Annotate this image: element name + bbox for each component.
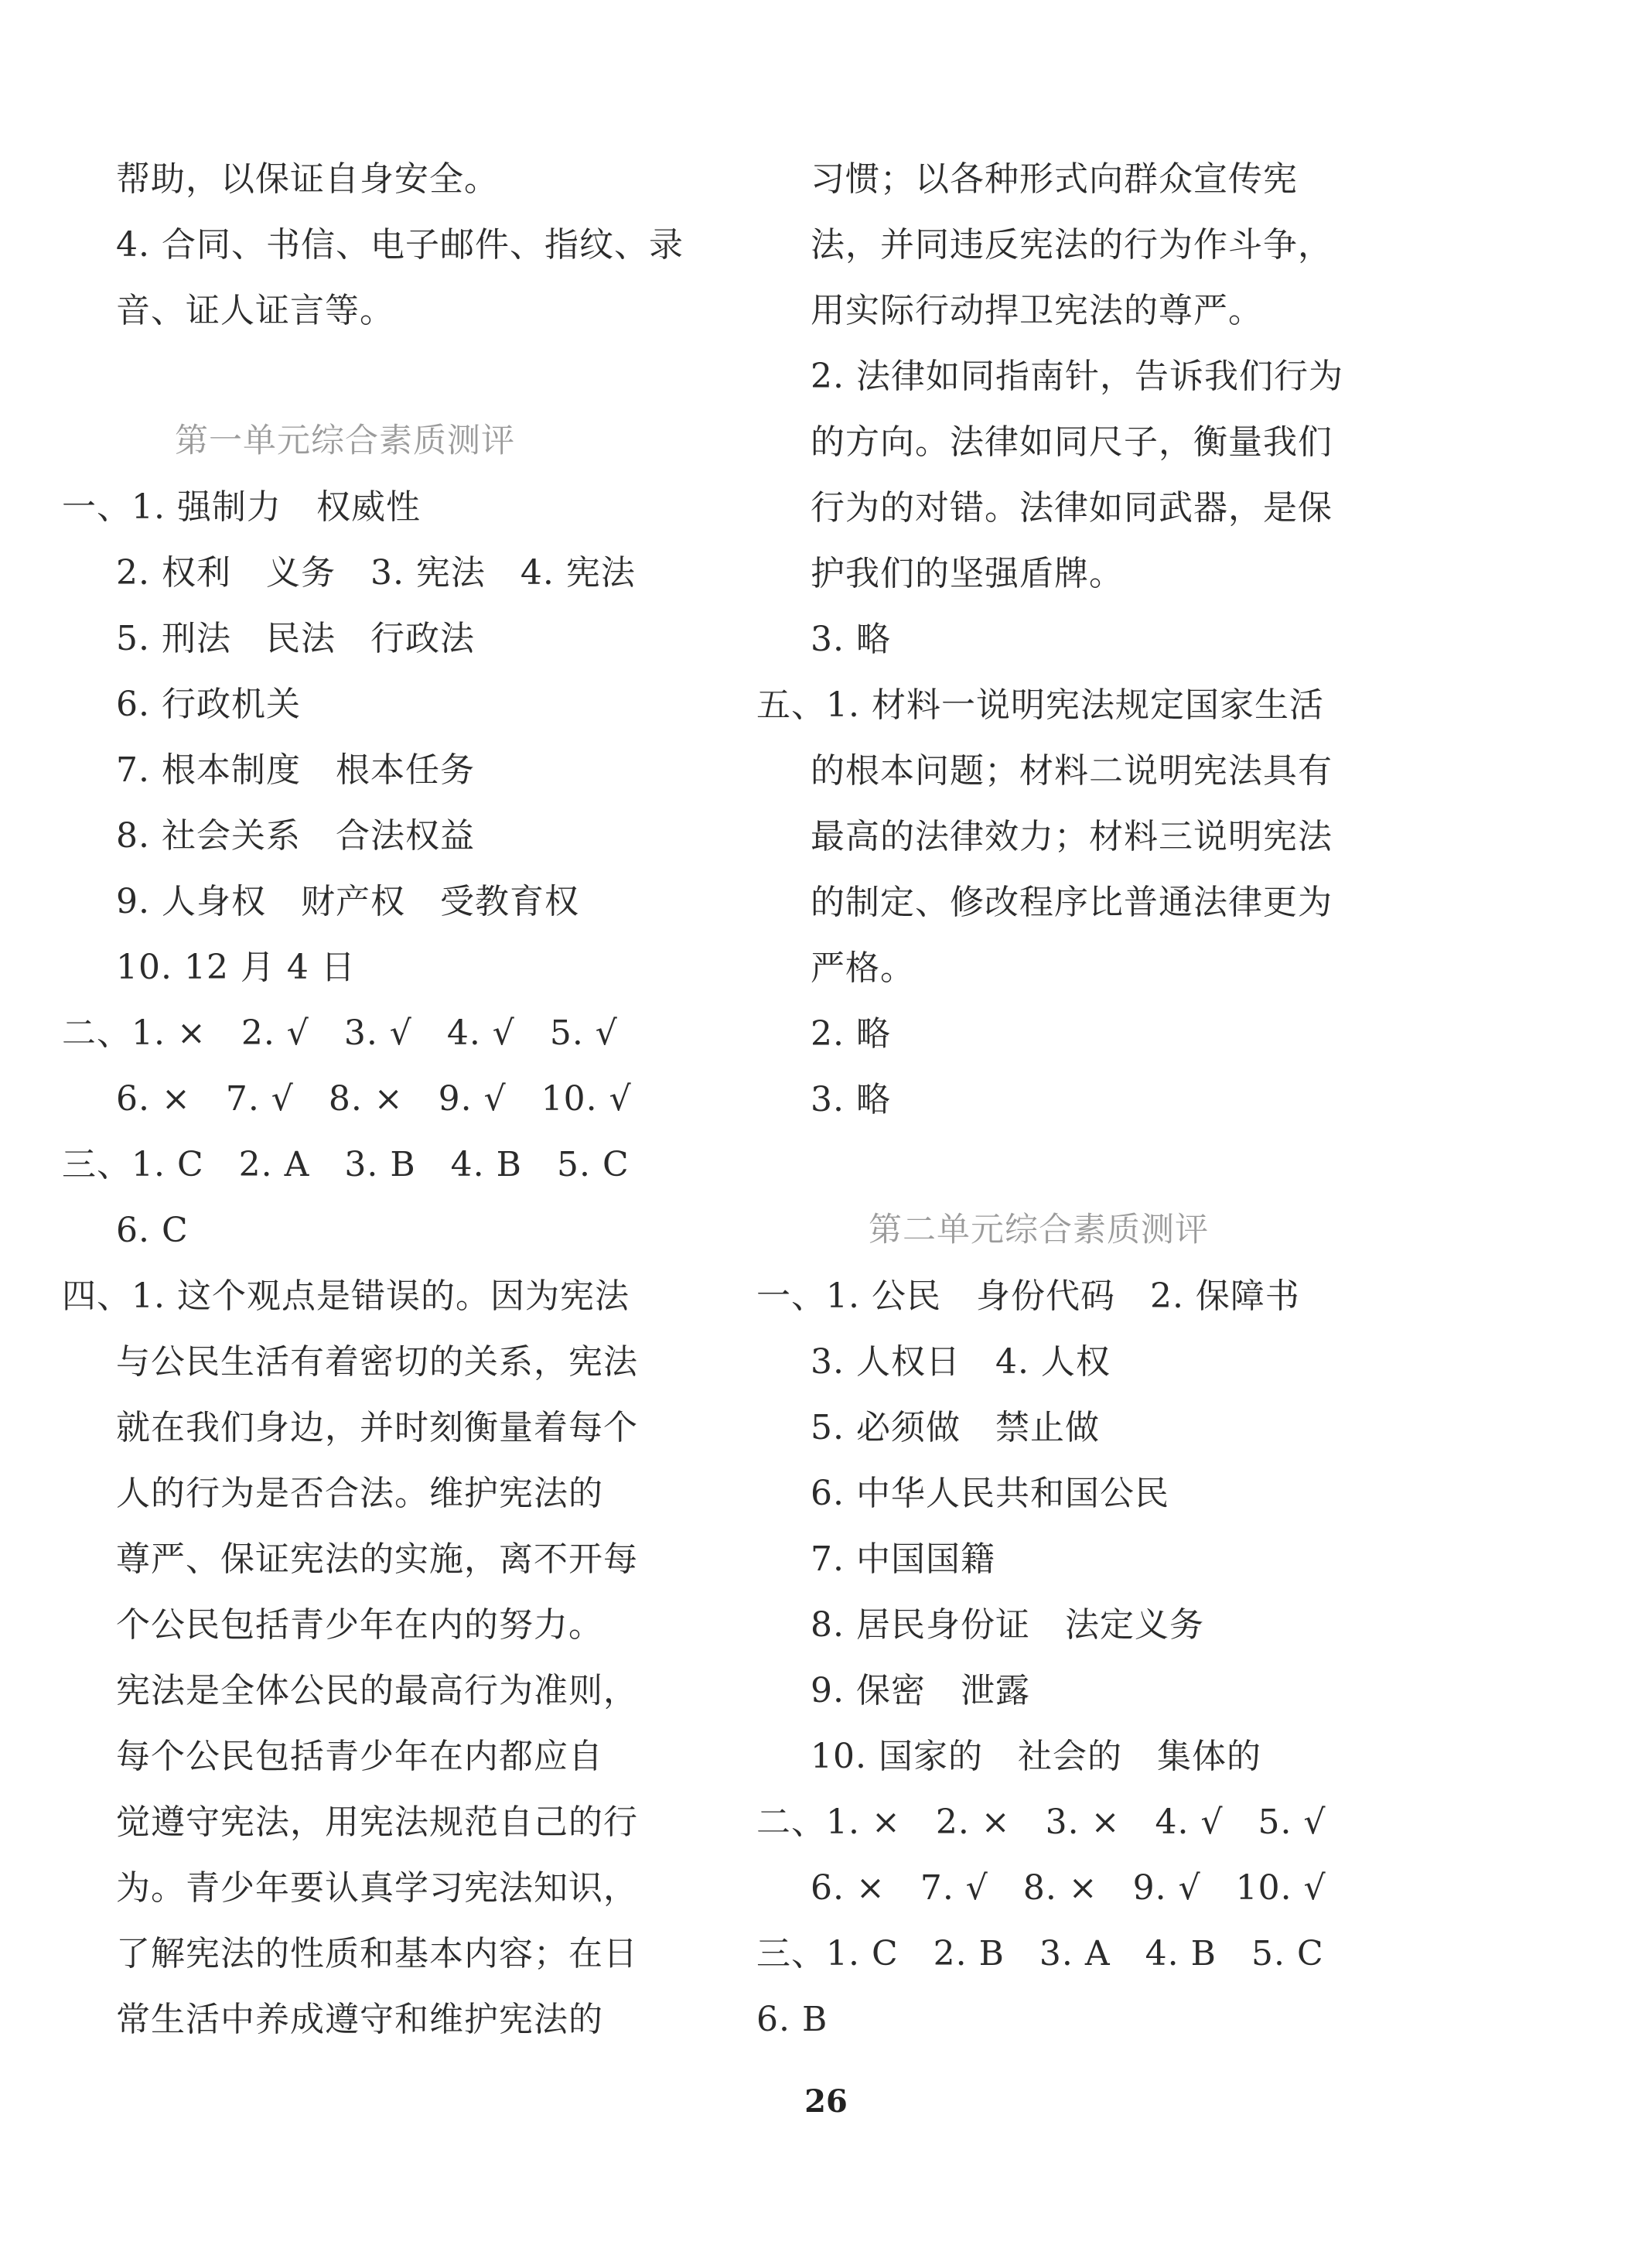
text-line: 2. 法律如同指南针，告诉我们行为 — [811, 357, 1343, 396]
text-line: 觉遵守宪法，用宪法规范自己的行 — [116, 1802, 638, 1842]
text-line: 护我们的坚强盾牌。 — [811, 554, 1124, 593]
text-line: 6. C — [116, 1211, 189, 1250]
text-line: 的根本问题；材料二说明宪法具有 — [811, 751, 1333, 791]
text-line: 二、1. × 2. √ 3. √ 4. √ 5. √ — [62, 1013, 618, 1053]
text-line: 5. 必须做 禁止做 — [811, 1408, 1100, 1447]
text-line: 用实际行动捍卫宪法的尊严。 — [811, 291, 1263, 330]
text-line: 个公民包括青少年在内的努力。 — [116, 1605, 603, 1645]
section-heading: 第二单元综合素质测评 — [869, 1211, 1209, 1249]
text-line: 7. 根本制度 根本任务 — [116, 750, 475, 790]
text-line: 2. 权利 义务 3. 宪法 4. 宪法 — [116, 553, 636, 593]
text-line: 法，并同违反宪法的行为作斗争， — [811, 225, 1333, 265]
text-line: 宪法是全体公民的最高行为准则， — [116, 1671, 638, 1710]
text-line: 的制定、修改程序比普通法律更为 — [811, 883, 1333, 922]
text-line: 严格。 — [811, 948, 915, 988]
text-line: 4. 合同、书信、电子邮件、指纹、录 — [116, 225, 684, 265]
text-line: 10. 12 月 4 日 — [116, 948, 356, 987]
text-line: 常生活中养成遵守和维护宪法的 — [116, 2000, 603, 2039]
text-line: 6. × 7. √ 8. × 9. √ 10. √ — [811, 1868, 1326, 1908]
text-line: 了解宪法的性质和基本内容；在日 — [116, 1934, 638, 1973]
text-line: 5. 刑法 民法 行政法 — [116, 619, 475, 658]
page-number: 26 — [804, 2083, 848, 2120]
section-heading: 第一单元综合素质测评 — [175, 422, 515, 460]
text-line: 二、1. × 2. × 3. × 4. √ 5. √ — [756, 1802, 1326, 1842]
text-line: 3. 人权日 4. 人权 — [811, 1342, 1111, 1382]
text-line: 就在我们身边，并时刻衡量着每个 — [116, 1408, 638, 1447]
text-line: 为。青少年要认真学习宪法知识， — [116, 1868, 638, 1908]
text-line: 五、1. 材料一说明宪法规定国家生活 — [756, 685, 1324, 725]
text-line: 每个公民包括青少年在内都应自 — [116, 1737, 603, 1776]
text-line: 三、1. C 2. B 3. A 4. B 5. C — [756, 1934, 1324, 1973]
text-line: 人的行为是否合法。维护宪法的 — [116, 1474, 603, 1513]
text-line: 6. × 7. √ 8. × 9. √ 10. √ — [116, 1079, 632, 1119]
text-line: 8. 社会关系 合法权益 — [116, 816, 475, 856]
text-line: 6. 中华人民共和国公民 — [811, 1474, 1169, 1513]
text-line: 行为的对错。法律如同武器，是保 — [811, 488, 1333, 528]
text-line: 10. 国家的 社会的 集体的 — [811, 1737, 1261, 1776]
text-line: 尊严、保证宪法的实施，离不开每 — [116, 1539, 638, 1579]
text-line: 四、1. 这个观点是错误的。因为宪法 — [62, 1276, 630, 1316]
text-line: 与公民生活有着密切的关系，宪法 — [116, 1342, 638, 1382]
text-line: 3. 略 — [811, 1080, 891, 1119]
text-line: 2. 略 — [811, 1014, 891, 1054]
text-line: 帮助，以保证自身安全。 — [116, 159, 499, 199]
text-line: 3. 略 — [811, 620, 891, 659]
text-line: 6. B — [756, 2000, 828, 2039]
text-line: 的方向。法律如同尺子，衡量我们 — [811, 422, 1333, 462]
text-line: 最高的法律效力；材料三说明宪法 — [811, 817, 1333, 856]
text-line: 6. 行政机关 — [116, 685, 301, 724]
text-line: 习惯；以各种形式向群众宣传宪 — [811, 159, 1298, 199]
text-line: 9. 人身权 财产权 受教育权 — [116, 882, 579, 921]
text-line: 三、1. C 2. A 3. B 4. B 5. C — [62, 1145, 630, 1184]
text-line: 一、1. 公民 身份代码 2. 保障书 — [756, 1276, 1300, 1316]
text-line: 音、证人证言等。 — [116, 291, 394, 330]
text-line: 一、1. 强制力 权威性 — [62, 487, 421, 527]
text-line: 9. 保密 泄露 — [811, 1671, 1030, 1710]
text-line: 7. 中国国籍 — [811, 1539, 995, 1579]
text-line: 8. 居民身份证 法定义务 — [811, 1605, 1204, 1645]
